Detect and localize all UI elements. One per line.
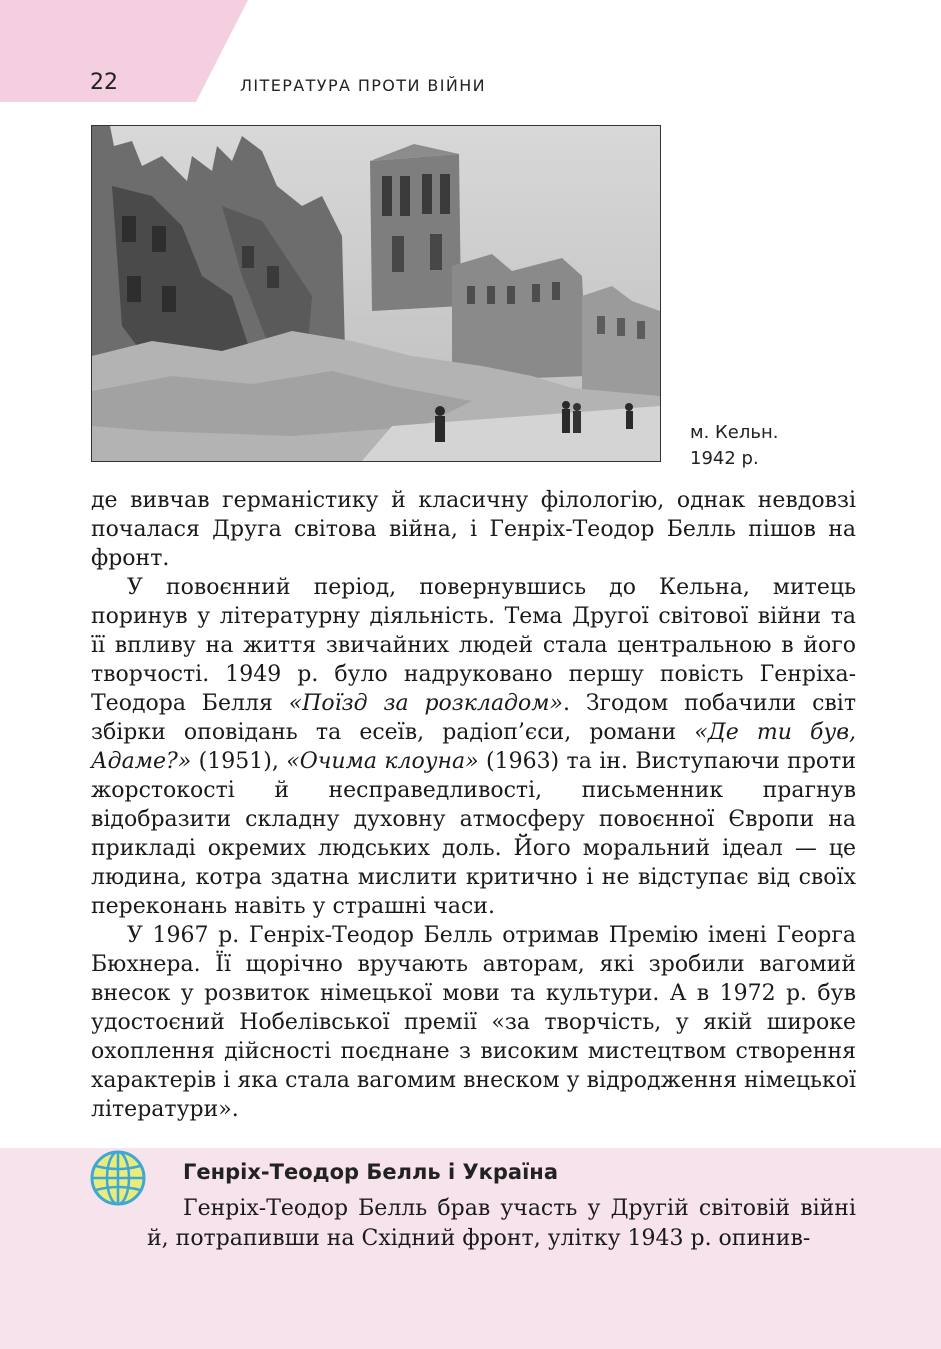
main-text — [91, 486, 856, 1124]
sidebar-paragraph: Генріх-Теодор Белль брав участь у Другій світовій війні й, потрапивши на Східний фронт, улітку 1943 р. опинив- — [147, 1196, 856, 1251]
novel-title: «Поїзд за розкладом» — [288, 691, 563, 716]
paragraph-1: де вивчав германістику й класичну філологію, однак невдовзі почалася Друга світова війна, і Генріх-Теодор Белль пішов на фронт. — [91, 488, 856, 571]
running-title: ЛІТЕРАТУРА ПРОТИ ВІЙНИ — [240, 76, 486, 95]
novel-title: «Очима клоуна» — [286, 749, 479, 774]
sidebar-title: Генріх-Теодор Белль і Україна — [183, 1160, 558, 1184]
paragraph-2-text-d: (1963) та ін. Виступаючи проти жорстокості й несправедливості, письменник прагнув відобразити складну духовну атмосферу повоєнної Європи на прикладі окремих людських доль. Його моральний ідеал — це людина, котра здатна мислити критично і не відступає від своїх переконань навіть у страшні часи. — [91, 749, 856, 919]
page-number: 22 — [90, 70, 118, 95]
header-accent-band — [0, 0, 248, 102]
caption-place: м. Кельн. — [690, 422, 779, 443]
novel-title: «Де ти був, Адаме?» — [91, 720, 856, 774]
photo-caption — [690, 420, 778, 472]
sidebar-text — [147, 1194, 856, 1254]
paragraph-2-text-c: (1951), — [191, 749, 287, 774]
paragraph-3: У 1967 р. Генріх-Теодор Белль отримав Премію імені Георга Бюхнера. Її щорічно вручають авторам, які зробили вагомий внесок у розвиток німецької мови та культури. А в 1972 р. був удостоєний Нобелівської премії «за творчість, у якій широке охоплення дійсності поєднане з високим мистецтвом створення характерів і яка стала вагомим внеском у відродження німецької літератури». — [91, 923, 856, 1122]
caption-year: 1942 р. — [690, 448, 759, 469]
paragraph-2-text-b: . Згодом побачили світ збірки оповідань та есеїв, радіоп’єси, романи — [91, 691, 857, 745]
paragraph-2 — [91, 573, 856, 921]
cologne-ruins-photo — [91, 125, 661, 462]
photo-illustration — [92, 126, 660, 461]
paragraph-2-text-a: У повоєнний період, повернувшись до Кельна, митець поринув у літературну діяльність. Тема Другої світової війни та її впливу на життя звичайних людей стала центральною в його творчості. 1949 р. було надруковано першу повість Генріха-Теодора Белля — [91, 575, 856, 716]
globe-icon — [90, 1150, 146, 1206]
